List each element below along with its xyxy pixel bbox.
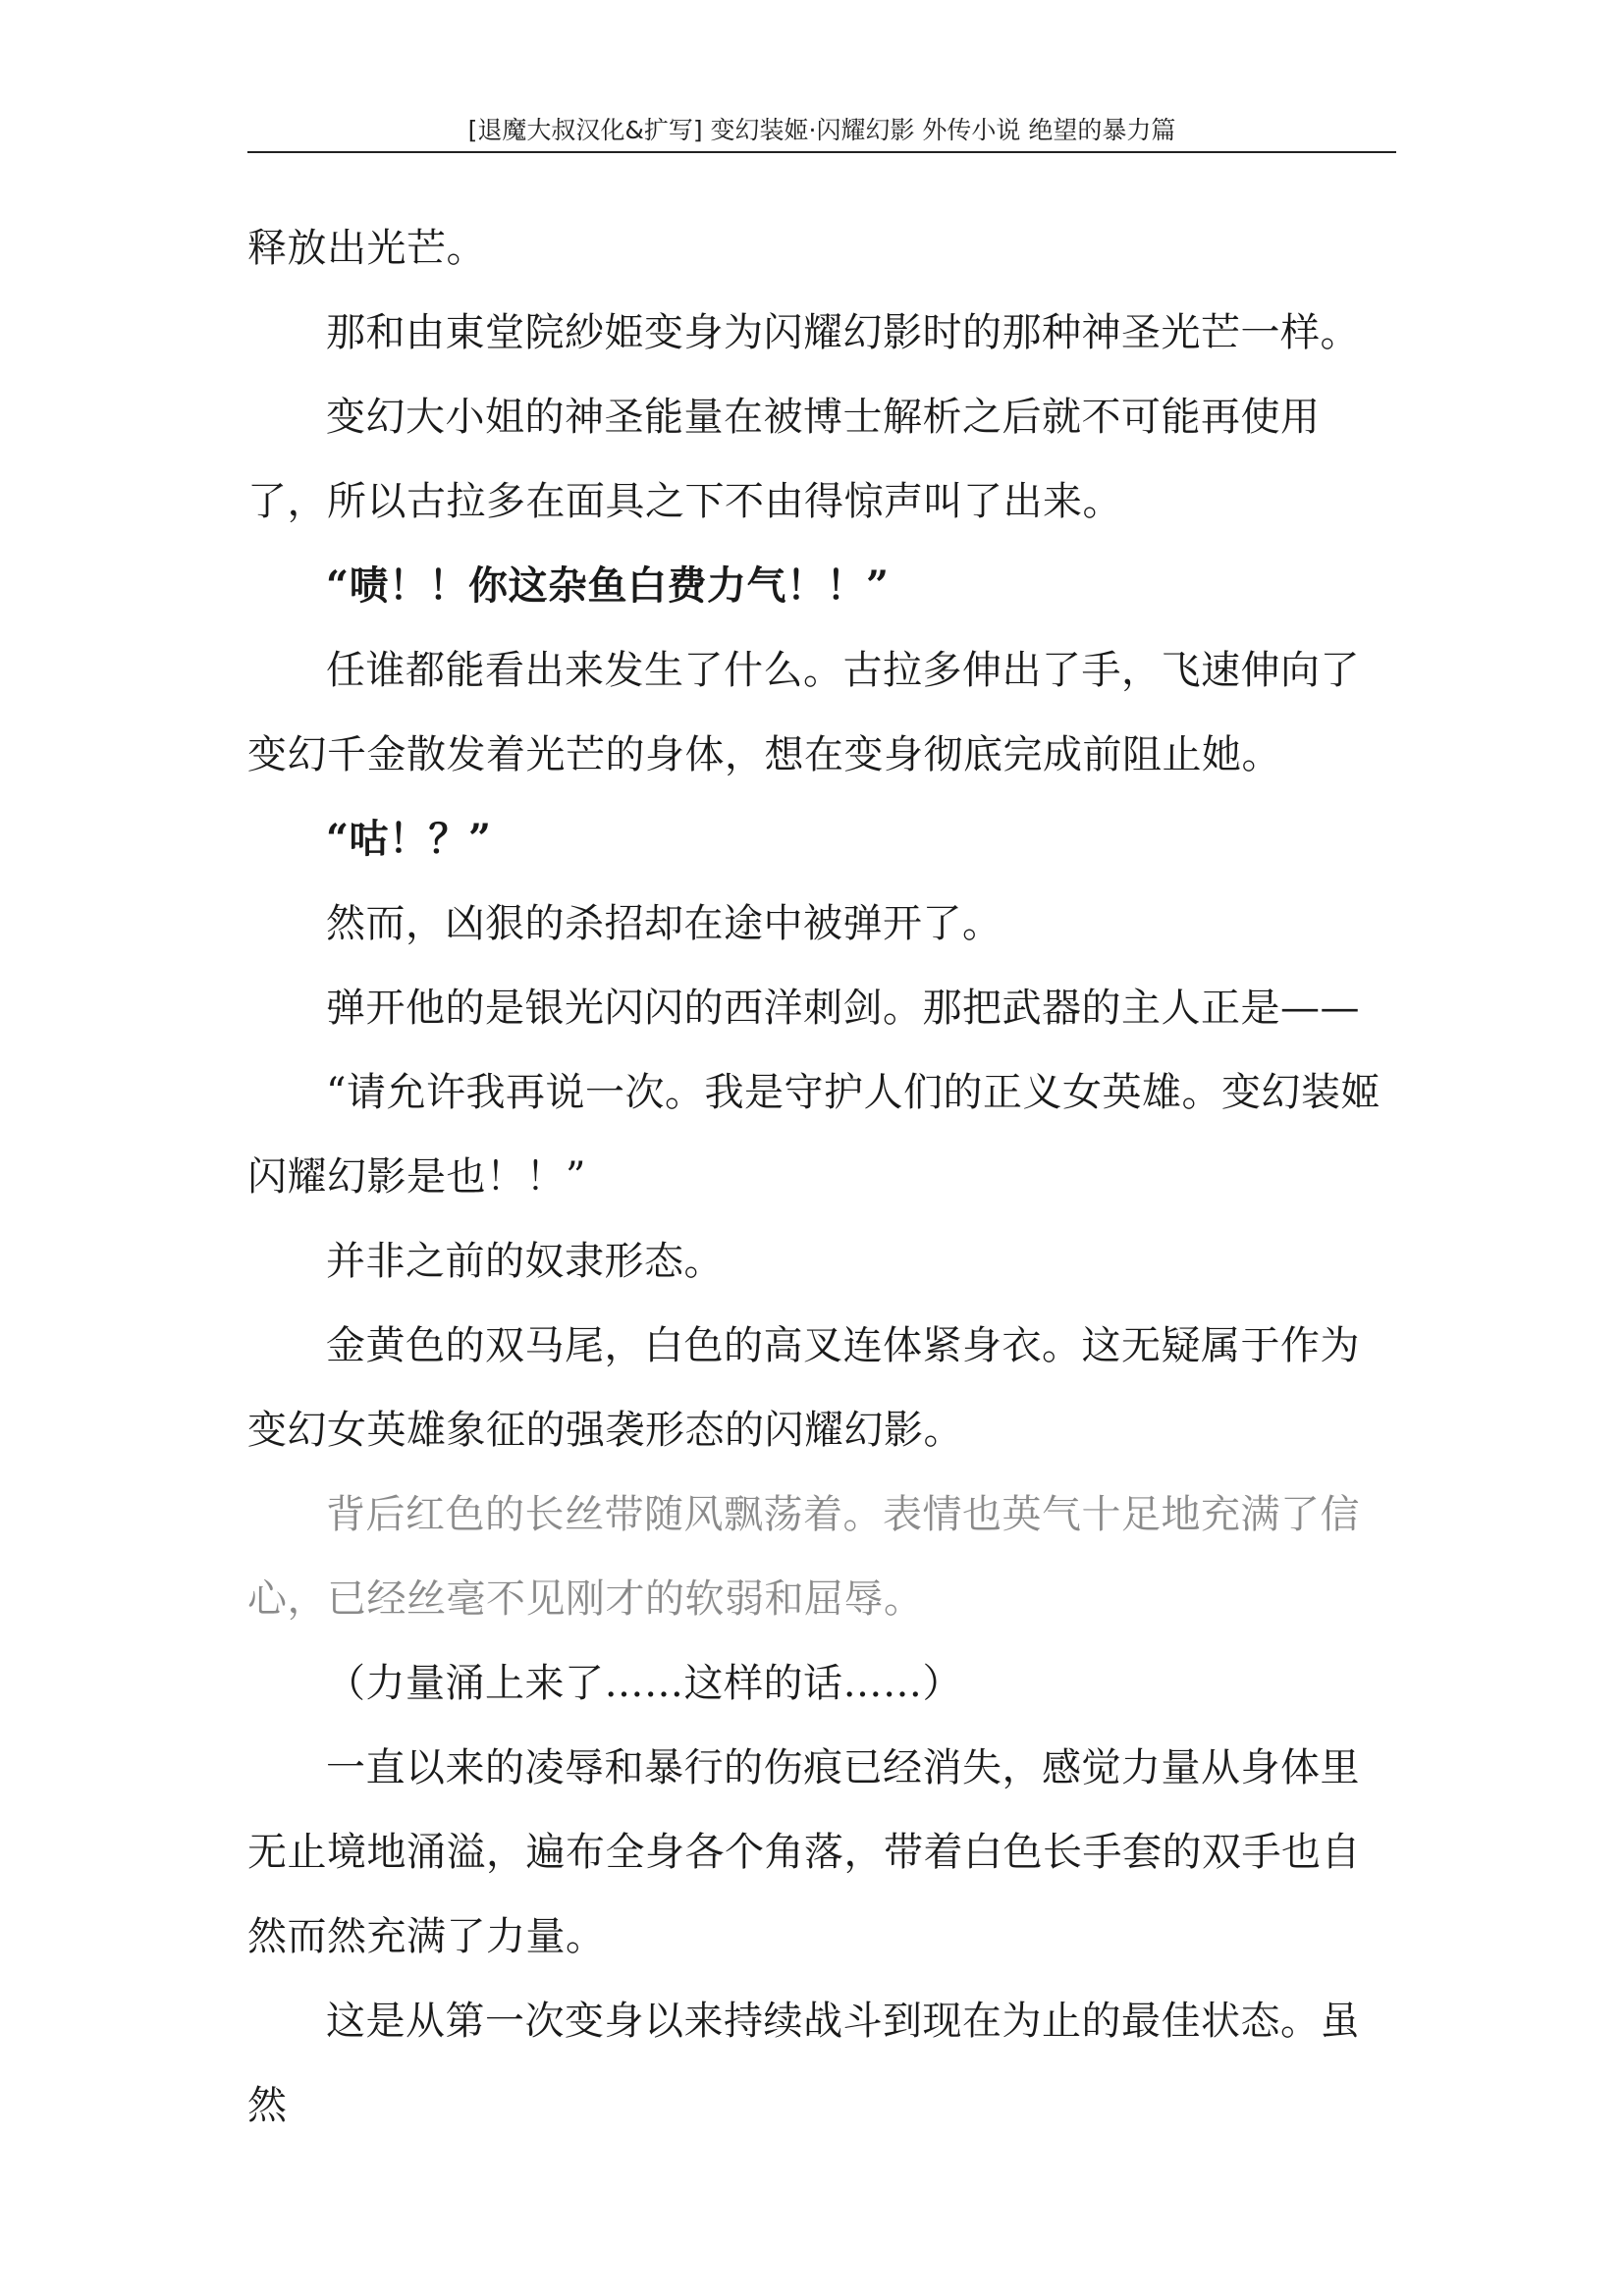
inner-thought: （力量涌上来了……这样的话……） [326,1661,962,1706]
paragraph: 然而，凶狠的杀招却在途中被弹开了。 [326,901,1002,946]
header-rule [247,151,1396,153]
paragraph: 任谁都能看出来发生了什么。古拉多伸出了手，飞速伸向了变幻千金散发着光芒的身体，想在变身彻底完成前阻止她。 [247,648,1360,777]
paragraph: 这是从第一次变身以来持续战斗到现在为止的最佳状态。虽然 [247,1999,1360,2128]
dialogue-line: “咕！？” [326,816,492,862]
paragraph: 背后红色的长丝带随风飘荡着。表情也英气十足地充满了信心，已经丝毫不见刚才的软弱和屈辱。 [247,1492,1360,1622]
paragraph: 变幻大小姐的神圣能量在被博士解析之后就不可能再使用了，所以古拉多在面具之下不由得惊声叫了出来。 [247,395,1321,524]
paragraph: 金黄色的双马尾，白色的高叉连体紧身衣。这无疑属于作为变幻女英雄象征的强袭形态的闪耀幻影。 [247,1323,1360,1453]
paragraph: 弹开他的是银光闪闪的西洋刺剑。那把武器的主人正是—— [326,986,1360,1031]
paragraph: 一直以来的凌辱和暴行的伤痕已经消失，感觉力量从身体里无止境地涌溢，遍布全身各个角落，带着白色长手套的双手也自然而然充满了力量。 [247,1745,1361,1959]
paragraph: 并非之前的奴隶形态。 [326,1239,724,1284]
paragraph: 释放出光芒。 [247,226,486,271]
dialogue-line: “啧！！你这杂鱼白费力气！！” [326,562,890,609]
running-header: [退魔大叔汉化&扩写] 变幻装姬·闪耀幻影 外传小说 绝望的暴力篇 [467,116,1176,144]
paragraph: 那和由東堂院紗姫变身为闪耀幻影时的那种神圣光芒一样。 [326,310,1360,355]
dialogue-line: “请允许我再说一次。我是守护人们的正义女英雄。变幻装姬闪耀幻影是也！！” [247,1070,1380,1200]
body-text [247,206,1386,2148]
